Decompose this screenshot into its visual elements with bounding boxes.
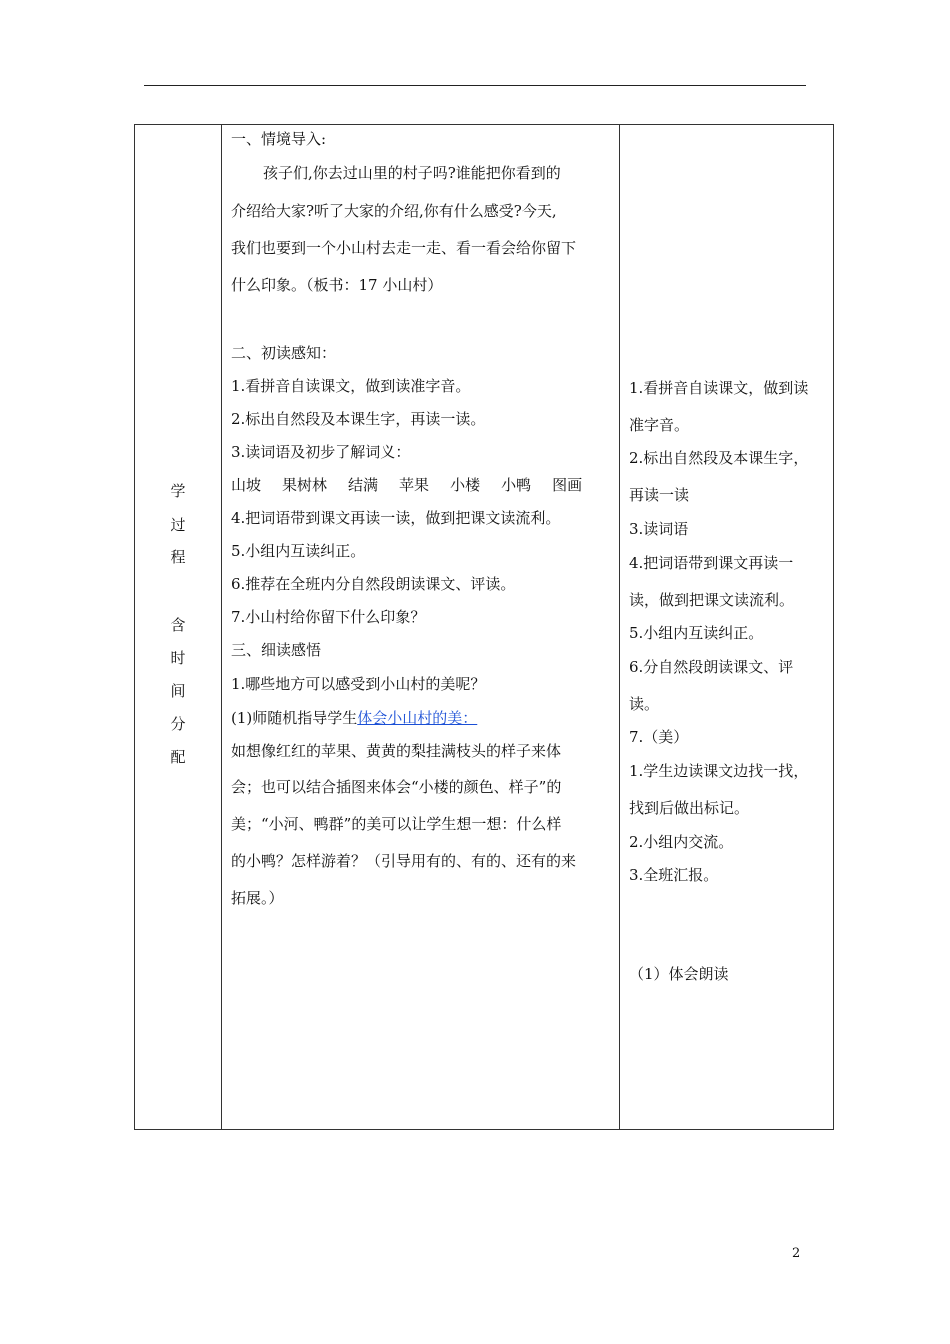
text-line: 读，做到把课文读流利。 (629, 591, 795, 609)
lesson-table (134, 124, 834, 1130)
text-line: 1.学生边读课文边找一找， (629, 762, 809, 780)
text-line: 1.看拼音自读课文，做到读 (629, 379, 809, 397)
text-line: 2.小组内交流。 (629, 833, 734, 851)
text-line: 2.标出自然段及本课生字，再读一读。 (231, 410, 486, 428)
process-label-char: 时 (170, 649, 186, 667)
text-line: 6.推荐在全班内分自然段朗读课文、评读。 (231, 575, 516, 593)
text-line: 孩子们,你去过山里的村子吗?谁能把你看到的 (263, 164, 561, 182)
text-line: 准字音。 (629, 416, 690, 434)
vocab-word: 山坡 (231, 476, 262, 494)
text-line: 5.小组内互读纠正。 (629, 624, 764, 642)
text-line: 3.全班汇报。 (629, 866, 719, 884)
vocab-word: 小鸭 (501, 476, 532, 494)
text-line: 介绍给大家?听了大家的介绍,你有什么感受?今天, (231, 202, 557, 220)
section-heading: 一、情境导入: (231, 130, 327, 148)
text-line: 美；“小河、鸭群”的美可以让学生想一想：什么样 (231, 815, 562, 833)
vocab-word: 结满 (348, 476, 379, 494)
text-line: 7.小山村给你留下什么印象？ (231, 608, 426, 626)
column-divider (221, 125, 222, 1129)
process-label-char: 含 (170, 616, 186, 634)
column-divider (619, 125, 620, 1129)
text-line: 什么印象。（板书：17 小山村） (231, 276, 443, 294)
text-line: 3.读词语 (629, 520, 689, 538)
process-label-char: 分 (170, 715, 186, 733)
text-line: 6.分自然段朗读课文、评 (629, 658, 794, 676)
text-line: 4.把词语带到课文再读一读，做到把课文读流利。 (231, 509, 561, 527)
text-line: 再读一读 (629, 486, 690, 504)
section-heading: 三、细读感悟 (231, 641, 322, 659)
section-heading: 二、初读感知： (231, 344, 337, 362)
text-line: 2.标出自然段及本课生字， (629, 449, 809, 467)
text-line: 会；也可以结合插图来体会“小楼的颜色、样子”的 (231, 778, 562, 796)
text-line: 7.（美） (629, 728, 689, 746)
text-line: 我们也要到一个小山村去走一走、看一看会给你留下 (231, 239, 577, 257)
text-prefix: (1)师随机指导学生 (231, 709, 358, 727)
page-number: 2 (792, 1246, 801, 1261)
process-label-column (135, 125, 221, 1129)
text-line: 找到后做出标记。 (629, 799, 750, 817)
text-line: （1）体会朗读 (629, 965, 729, 983)
vocab-word: 小楼 (450, 476, 481, 494)
process-label-char: 配 (170, 748, 186, 766)
text-line: 3.读词语及初步了解词义： (231, 443, 411, 461)
vocab-word: 苹果 (399, 476, 430, 494)
process-label-char: 程 (170, 548, 186, 566)
vocab-word: 图画 (552, 476, 583, 494)
process-label-char: 过 (170, 516, 186, 534)
vocabulary-words (231, 475, 603, 495)
text-line: 5.小组内互读纠正。 (231, 542, 366, 560)
text-line: 拓展。） (231, 889, 284, 907)
text-line: 1.看拼音自读课文，做到读准字音。 (231, 377, 471, 395)
vocab-word: 果树林 (282, 476, 328, 494)
text-line: 读。 (629, 695, 660, 713)
text-line: 1.哪些地方可以感受到小山村的美呢？ (231, 675, 486, 693)
process-label-char: 间 (170, 682, 186, 700)
text-line-with-link (231, 708, 477, 728)
text-line: 如想像红红的苹果、黄黄的梨挂满枝头的样子来体 (231, 742, 562, 760)
hyperlink[interactable]: 体会小山村的美： (357, 709, 478, 727)
header-rule (144, 85, 806, 86)
process-label-char: 学 (170, 482, 186, 500)
text-line: 4.把词语带到课文再读一 (629, 554, 794, 572)
text-line: 的小鸭？怎样游着？（引导用有的、有的、还有的来 (231, 852, 577, 870)
